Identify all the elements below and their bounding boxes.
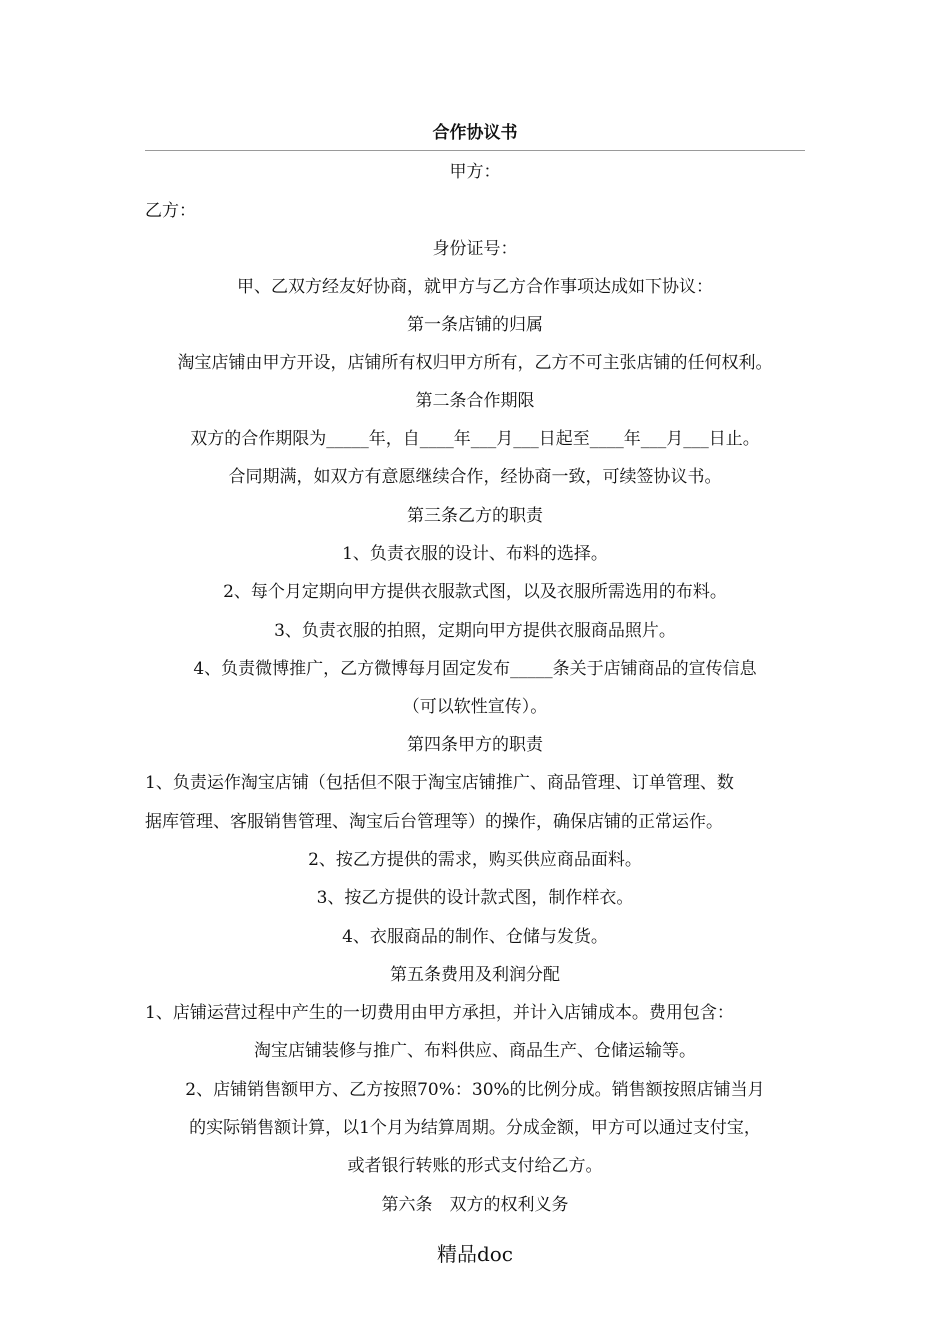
article-3-item-4-cont: （可以软性宣传）。 [402,697,548,717]
article-4-item-2: 2、按乙方提供的需求，购买供应商品面料。 [308,850,642,870]
article-3-heading: 第三条乙方的职责 [407,506,543,526]
article-5-item-1: 1、店铺运营过程中产生的一切费用由甲方承担，并计入店铺成本。费用包含： [145,1003,734,1023]
article-2-renewal: 合同期满，如双方有意愿继续合作，经协商一致，可续签协议书。 [228,467,722,487]
article-3-item-2: 2、每个月定期向甲方提供衣服款式图，以及衣服所需选用的布料。 [223,582,727,602]
article-3-item-4: 4、负责微博推广，乙方微博每月固定发布_____条关于店铺商品的宣传信息 [193,659,757,679]
article-6-heading: 第六条 双方的权利义务 [381,1195,569,1215]
article-4-item-1: 1、负责运作淘宝店铺（包括但不限于淘宝店铺推广、商品管理、订单管理、数 [145,773,734,793]
article-2-term: 双方的合作期限为_____年，自____年___月___日起至____年___月___日止。 [190,429,760,449]
party-b-label: 乙方： [145,201,196,221]
article-5-heading: 第五条费用及利润分配 [390,965,560,985]
article-5-item-1-cont: 淘宝店铺装修与推广、布料供应、商品生产、仓储运输等。 [254,1041,696,1061]
intro-paragraph: 甲、乙双方经友好协商，就甲方与乙方合作事项达成如下协议： [237,277,713,297]
article-1-text: 淘宝店铺由甲方开设，店铺所有权归甲方所有，乙方不可主张店铺的任何权利。 [177,353,773,373]
article-4-item-4: 4、衣服商品的制作、仓储与发货。 [342,927,608,947]
article-5-item-2-cont-2: 或者银行转账的形式支付给乙方。 [347,1156,603,1176]
article-5-item-2: 2、店铺销售额甲方、乙方按照70%：30%的比例分成。销售额按照店铺当月 [185,1080,765,1100]
id-number-label: 身份证号： [432,239,518,259]
article-1-heading: 第一条店铺的归属 [407,315,543,335]
page-footer: 精品doc [436,1242,514,1266]
article-4-item-3: 3、按乙方提供的设计款式图，制作样衣。 [316,888,634,908]
article-4-heading: 第四条甲方的职责 [407,735,543,755]
article-3-item-1: 1、负责衣服的设计、布料的选择。 [342,544,608,564]
document-title: 合作协议书 [432,123,518,143]
title-divider [145,150,805,151]
article-4-item-1-cont: 据库管理、客服销售管理、淘宝后台管理等）的操作，确保店铺的正常运作。 [145,812,723,832]
article-3-item-3: 3、负责衣服的拍照，定期向甲方提供衣服商品照片。 [274,621,676,641]
article-2-heading: 第二条合作期限 [415,391,535,411]
article-5-item-2-cont: 的实际销售额计算，以1个月为结算周期。分成金额，甲方可以通过支付宝， [189,1118,761,1138]
party-a-label: 甲方： [449,162,501,182]
